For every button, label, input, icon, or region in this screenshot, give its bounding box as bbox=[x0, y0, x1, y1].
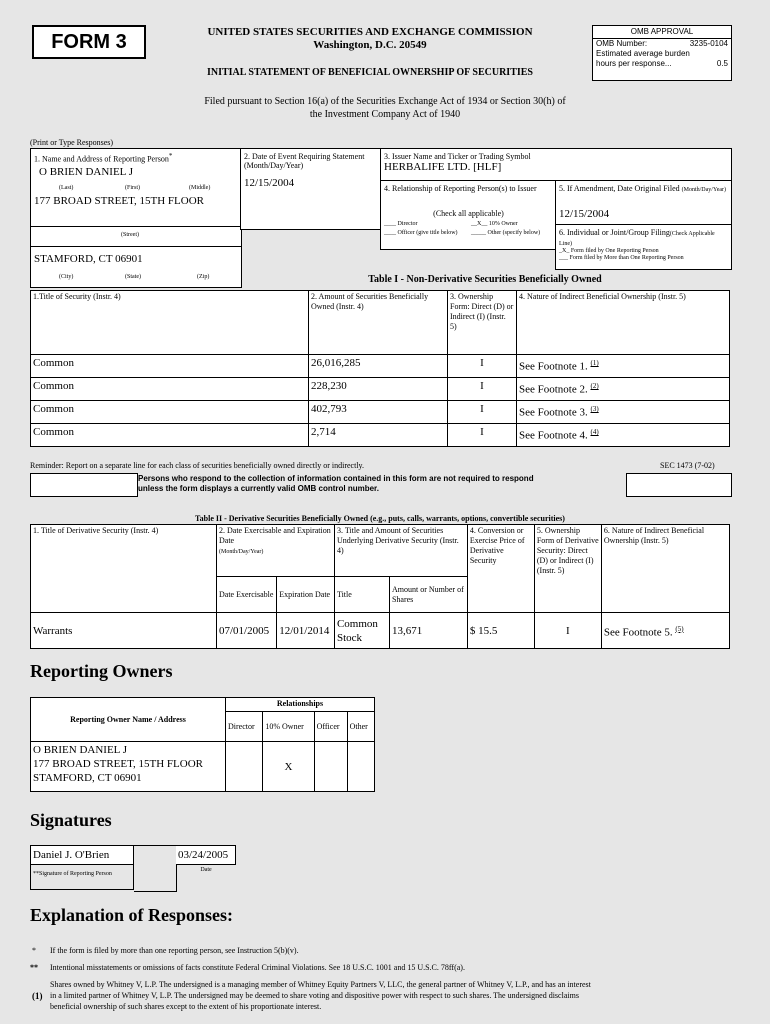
form-title: INITIAL STATEMENT OF BENEFICIAL OWNERSHIP OF SECURITIES bbox=[206, 67, 533, 78]
t1-cell-amount: 2,714 bbox=[309, 424, 448, 447]
box-filing bbox=[555, 224, 732, 270]
table-row bbox=[31, 401, 730, 424]
t2-cell-underlying-title: Common Stock bbox=[334, 613, 389, 649]
t1-cell-form: I bbox=[448, 378, 517, 401]
signature-date: 03/24/2005 bbox=[176, 845, 236, 865]
owner-other-cell bbox=[347, 742, 374, 792]
signatures-heading: Signatures bbox=[30, 810, 112, 830]
rel-officer: ____ Officer (give title below) bbox=[384, 230, 458, 236]
box3-label: 3. Issuer Name and Ticker or Trading Symbol bbox=[384, 152, 531, 161]
t2-sub-date-exercisable: Date Exercisable bbox=[217, 577, 277, 613]
header-block bbox=[160, 26, 580, 52]
box1-label-mark: * bbox=[168, 152, 173, 160]
signature-gap-box bbox=[134, 845, 177, 892]
owners-col-relationships: Relationships bbox=[226, 698, 375, 712]
box5-label: 5. If Amendment, Date Original Filed bbox=[559, 184, 680, 193]
t1-cell-form: I bbox=[448, 424, 517, 447]
t2-header-price: 4. Conversion or Exercise Price of Derivative Security bbox=[467, 525, 534, 613]
footnote-1-text bbox=[50, 979, 740, 1012]
persons-line-1: Persons who respond to the collection of information contained in this form are not required to respond bbox=[138, 474, 534, 483]
signature-label: **Signature of Reporting Person bbox=[33, 871, 112, 877]
t1-cell-form: I bbox=[448, 401, 517, 424]
last-label: (Last) bbox=[59, 185, 74, 191]
zip-label: (Zip) bbox=[197, 274, 210, 280]
print-note: (Print or Type Responses) bbox=[30, 138, 114, 147]
owners-col-other: Other bbox=[347, 712, 374, 742]
t2-cell-expiration: 12/01/2014 bbox=[277, 613, 335, 649]
signature-block bbox=[30, 845, 235, 891]
table-row bbox=[31, 613, 730, 649]
footnote-1-line-1: Shares owned by Whitney V, L.P. The undersigned is a managing member of Whitney Equity Partners V, LLC, the general partner of Whitney V, L.P., and has an interest bbox=[50, 980, 591, 989]
persons-line-2: unless the form displays a currently valid OMB control number. bbox=[138, 484, 379, 493]
t2-cell-price: $ 15.5 bbox=[467, 613, 534, 649]
box-amendment bbox=[555, 180, 732, 226]
t1-cell-nature bbox=[517, 378, 730, 401]
t1-cell-form: I bbox=[448, 355, 517, 378]
explanation-heading: Explanation of Responses: bbox=[30, 905, 234, 925]
rel-director: ____ Director bbox=[384, 221, 418, 227]
t1-cell-nature bbox=[517, 355, 730, 378]
t1-nature-text: See Footnote 2. bbox=[519, 383, 588, 396]
filing-one: _X_ Form filed by One Reporting Person bbox=[559, 248, 659, 254]
rel-other: _____ Other (specify below) bbox=[471, 230, 541, 236]
footnote-1-mark: (1) bbox=[32, 991, 43, 1001]
street-label: (Street) bbox=[121, 232, 139, 238]
amendment-date-value: 12/15/2004 bbox=[559, 208, 610, 220]
table2 bbox=[30, 524, 730, 649]
t2-cell-date-exercisable: 07/01/2005 bbox=[217, 613, 277, 649]
date-label: Date bbox=[200, 867, 212, 873]
t1-nature-text: See Footnote 4. bbox=[519, 429, 588, 442]
t2-sub-amount: Amount or Number of Shares bbox=[389, 577, 467, 613]
t2-cell-nature bbox=[601, 613, 729, 649]
filed-pursuant bbox=[100, 95, 670, 121]
middle-label: (Middle) bbox=[189, 185, 211, 191]
t1-cell-nature bbox=[517, 424, 730, 447]
first-label: (First) bbox=[125, 185, 140, 191]
footnote-1-line-3: beneficial ownership of such shares except to the extent of his proportionate interest. bbox=[50, 1002, 322, 1011]
t1-cell-title: Common bbox=[31, 424, 309, 447]
t1-header-nature: 4. Nature of Indirect Beneficial Ownership (Instr. 5) bbox=[517, 291, 730, 355]
table2-title: Table II - Derivative Securities Beneficially Owned (e.g., puts, calls, warrants, options, convertible securities) bbox=[195, 514, 565, 523]
signature-label-cell bbox=[30, 865, 134, 890]
t1-header-title: 1.Title of Security (Instr. 4) bbox=[31, 291, 309, 355]
omb-box bbox=[592, 25, 732, 81]
box-issuer bbox=[380, 148, 732, 182]
star-mark: * bbox=[32, 946, 36, 955]
t2-nature-text: See Footnote 5. bbox=[603, 626, 673, 639]
agency-city: Washington, D.C. 20549 bbox=[313, 39, 427, 51]
reminder-left-box bbox=[30, 473, 138, 497]
owners-heading: Reporting Owners bbox=[30, 661, 173, 681]
omb-hours-value: 0.5 bbox=[716, 59, 728, 68]
owner-street: 177 BROAD STREET, 15TH FLOOR bbox=[33, 758, 203, 770]
omb-burden: Estimated average burden bbox=[596, 49, 690, 58]
table1 bbox=[30, 290, 730, 447]
box6-label-small: (Check Applicable Line) bbox=[559, 231, 715, 247]
box4-check: (Check all applicable) bbox=[433, 209, 504, 218]
footnote-link[interactable]: (3) bbox=[590, 405, 599, 413]
box4-label: 4. Relationship of Reporting Person(s) to Issuer bbox=[384, 184, 537, 193]
reminder-text: Reminder: Report on a separate line for each class of securities beneficially owned directly or indirectly. bbox=[30, 461, 365, 470]
owners-col-name: Reporting Owner Name / Address bbox=[31, 698, 226, 742]
star-text: If the form is filed by more than one reporting person, see Instruction 5(b)(v). bbox=[50, 946, 299, 955]
issuer-value: HERBALIFE LTD. [HLF] bbox=[384, 161, 502, 173]
form-label-box bbox=[32, 25, 146, 59]
reporting-person-city: STAMFORD, CT 06901 bbox=[34, 253, 143, 265]
agency-name: UNITED STATES SECURITIES AND EXCHANGE COMMISSION bbox=[207, 26, 533, 38]
reporting-person-street: 177 BROAD STREET, 15TH FLOOR bbox=[34, 195, 204, 207]
owners-table bbox=[30, 697, 375, 792]
form-label: FORM 3 bbox=[51, 31, 127, 53]
footnote-link[interactable]: (1) bbox=[590, 359, 599, 367]
t1-header-form: 3. Ownership Form: Direct (D) or Indirect (I) (Instr. 5) bbox=[448, 291, 517, 355]
t1-nature-text: See Footnote 3. bbox=[519, 406, 588, 419]
owner-ten-pct-mark: X bbox=[263, 742, 314, 792]
owner-name-address bbox=[31, 742, 226, 792]
table-row bbox=[31, 378, 730, 401]
persons-notice bbox=[138, 474, 628, 494]
footnote-link[interactable]: (5) bbox=[675, 624, 684, 633]
t1-cell-title: Common bbox=[31, 401, 309, 424]
reminder-right-box bbox=[626, 473, 732, 497]
owner-city: STAMFORD, CT 06901 bbox=[33, 772, 142, 784]
t1-cell-amount: 402,793 bbox=[309, 401, 448, 424]
t2-sub-expiration: Expiration Date bbox=[277, 577, 335, 613]
owner-director-cell bbox=[226, 742, 263, 792]
filed-line-2: the Investment Company Act of 1940 bbox=[309, 109, 461, 120]
t2-header-dates-small: (Month/Day/Year) bbox=[219, 549, 264, 555]
t2-cell-amount: 13,671 bbox=[389, 613, 467, 649]
signature-name: Daniel J. O'Brien bbox=[30, 845, 134, 865]
owners-col-ten-pct: 10% Owner bbox=[263, 712, 314, 742]
box1-label: 1. Name and Address of Reporting Person bbox=[34, 154, 169, 164]
state-label: (State) bbox=[125, 274, 141, 280]
owner-name: O BRIEN DANIEL J bbox=[33, 744, 127, 756]
table-row bbox=[31, 355, 730, 378]
owner-officer-cell bbox=[314, 742, 347, 792]
sec-number: SEC 1473 (7-02) bbox=[660, 461, 715, 470]
double-star-mark: ** bbox=[30, 963, 38, 972]
rel-ten-pct: __X__ 10% Owner bbox=[471, 221, 518, 227]
omb-number-label: OMB Number: bbox=[596, 39, 648, 48]
box-reporting-person bbox=[30, 148, 242, 288]
double-star-text: Intentional misstatements or omissions of facts constitute Federal Criminal Violations. See 18 U.S.C. 1001 and 15 U.S.C. 78ff(a). bbox=[50, 963, 465, 972]
table-row bbox=[31, 742, 375, 792]
t1-cell-title: Common bbox=[31, 378, 309, 401]
filed-line-1: Filed pursuant to Section 16(a) of the Securities Exchange Act of 1934 or Section 30(h) of bbox=[204, 96, 566, 107]
box-event-date bbox=[240, 148, 382, 230]
owners-col-director: Director bbox=[226, 712, 263, 742]
t2-header-dates: 2. Date Exercisable and Expiration Date bbox=[219, 526, 331, 545]
t1-cell-nature bbox=[517, 401, 730, 424]
box-relationship bbox=[380, 180, 557, 250]
owners-col-officer: Officer bbox=[314, 712, 347, 742]
t2-cell-form: I bbox=[534, 613, 601, 649]
footnote-1-line-2: in a limited partner of Whitney V, L.P. The undersigned may be deemed to share voting and dispositive power with respect to such shares. The undersigned disclaims bbox=[50, 991, 579, 1000]
omb-number-value: 3235-0104 bbox=[689, 39, 728, 48]
t1-nature-text: See Footnote 1. bbox=[519, 360, 588, 373]
t2-header-title: 1. Title of Derivative Security (Instr. 4) bbox=[31, 525, 217, 613]
footnote-link[interactable]: (4) bbox=[590, 428, 599, 436]
city-label: (City) bbox=[59, 274, 74, 280]
table-row bbox=[31, 424, 730, 447]
box2-label: 2. Date of Event Requiring Statement (Month/Day/Year) bbox=[244, 152, 365, 170]
omb-hours-label: hours per response... bbox=[596, 59, 672, 68]
omb-title: OMB APPROVAL bbox=[593, 26, 731, 39]
reporting-person-name: O BRIEN DANIEL J bbox=[39, 166, 133, 178]
box5-label-small: (Month/Day/Year) bbox=[681, 187, 727, 193]
filing-more: ___ Form filed by More than One Reporting Person bbox=[559, 255, 684, 261]
footnote-link[interactable]: (2) bbox=[590, 382, 599, 390]
t2-header-form: 5. Ownership Form of Derivative Security: Direct (D) or Indirect (I) (Instr. 5) bbox=[534, 525, 601, 613]
t1-cell-amount: 26,016,285 bbox=[309, 355, 448, 378]
t2-header-nature: 6. Nature of Indirect Beneficial Ownership (Instr. 5) bbox=[601, 525, 729, 613]
t1-cell-title: Common bbox=[31, 355, 309, 378]
table1-title: Table I - Non-Derivative Securities Beneficially Owned bbox=[368, 274, 602, 285]
t2-cell-title: Warrants bbox=[31, 613, 217, 649]
t1-cell-amount: 228,230 bbox=[309, 378, 448, 401]
event-date-value: 12/15/2004 bbox=[244, 177, 295, 189]
t2-sub-title: Title bbox=[334, 577, 389, 613]
t1-header-amount: 2. Amount of Securities Beneficially Owned (Instr. 4) bbox=[309, 291, 448, 355]
t2-header-underlying: 3. Title and Amount of Securities Underlying Derivative Security (Instr. 4) bbox=[334, 525, 467, 577]
box6-label: 6. Individual or Joint/Group Filing bbox=[559, 228, 670, 237]
